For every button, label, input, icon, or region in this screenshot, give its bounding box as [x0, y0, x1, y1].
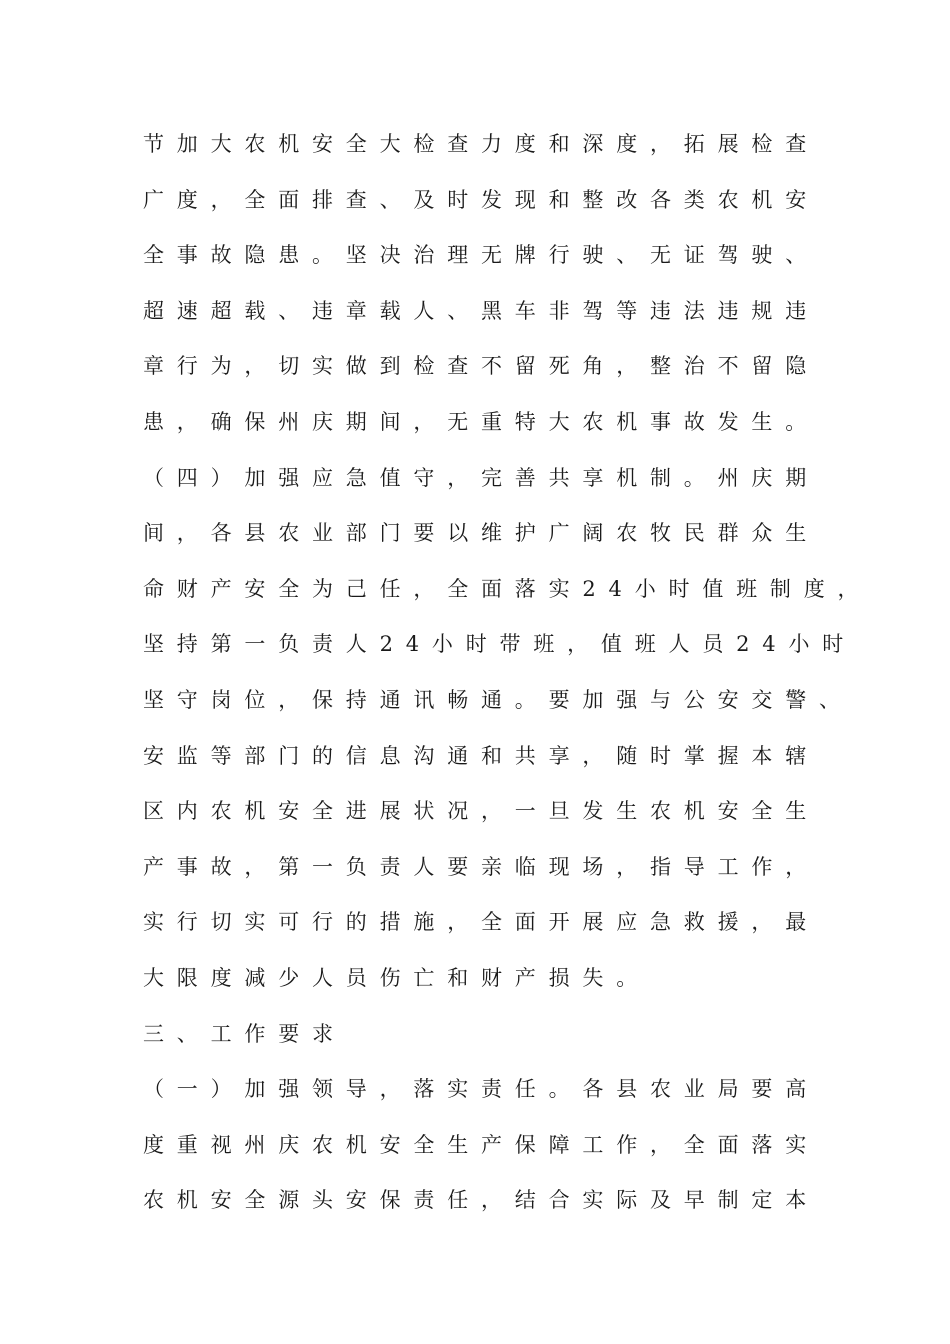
- text-line: 命财产安全为己任，全面落实24小时值班制度，: [143, 576, 872, 601]
- text-line: 章行为，切实做到检查不留死角，整治不留隐: [143, 354, 819, 379]
- text-line: 超速超载、违章载人、黑车非驾等违法违规违: [143, 298, 819, 323]
- text-line: 安监等部门的信息沟通和共享，随时掌握本辖: [143, 743, 819, 768]
- text-line: 大限度减少人员伤亡和财产损失。: [143, 965, 650, 990]
- text-line: 产事故，第一负责人要亲临现场，指导工作，: [143, 854, 819, 879]
- text-line: 实行切实可行的措施，全面开展应急救援，最: [143, 910, 819, 935]
- text-line: 坚持第一负责人24小时带班，值班人员24小时: [143, 632, 857, 657]
- text-line: 度重视州庆农机安全生产保障工作，全面落实: [143, 1132, 819, 1157]
- text-line: 农机安全源头安保责任，结合实际及早制定本: [143, 1188, 819, 1213]
- text-line: 区内农机安全进展状况，一旦发生农机安全生: [143, 799, 819, 824]
- text-line: 坚守岗位，保持通讯畅通。要加强与公安交警、: [143, 687, 853, 712]
- text-line: 间，各县农业部门要以维护广阔农牧民群众生: [143, 521, 819, 546]
- section-heading: （一）加强领导，落实责任。各县农业局要高: [143, 1077, 819, 1102]
- text-line: 节加大农机安全大检查力度和深度，拓展检查: [143, 132, 819, 156]
- text-line: 广度，全面排查、及时发现和整改各类农机安: [143, 187, 819, 212]
- text-line: 患，确保州庆期间，无重特大农机事故发生。: [143, 409, 819, 434]
- section-title: 三、工作要求: [143, 1021, 346, 1046]
- text-line: 全事故隐患。坚决治理无牌行驶、无证驾驶、: [143, 243, 819, 268]
- section-heading: （四）加强应急值守，完善共享机制。州庆期: [143, 465, 819, 490]
- document-body: [143, 126, 872, 1238]
